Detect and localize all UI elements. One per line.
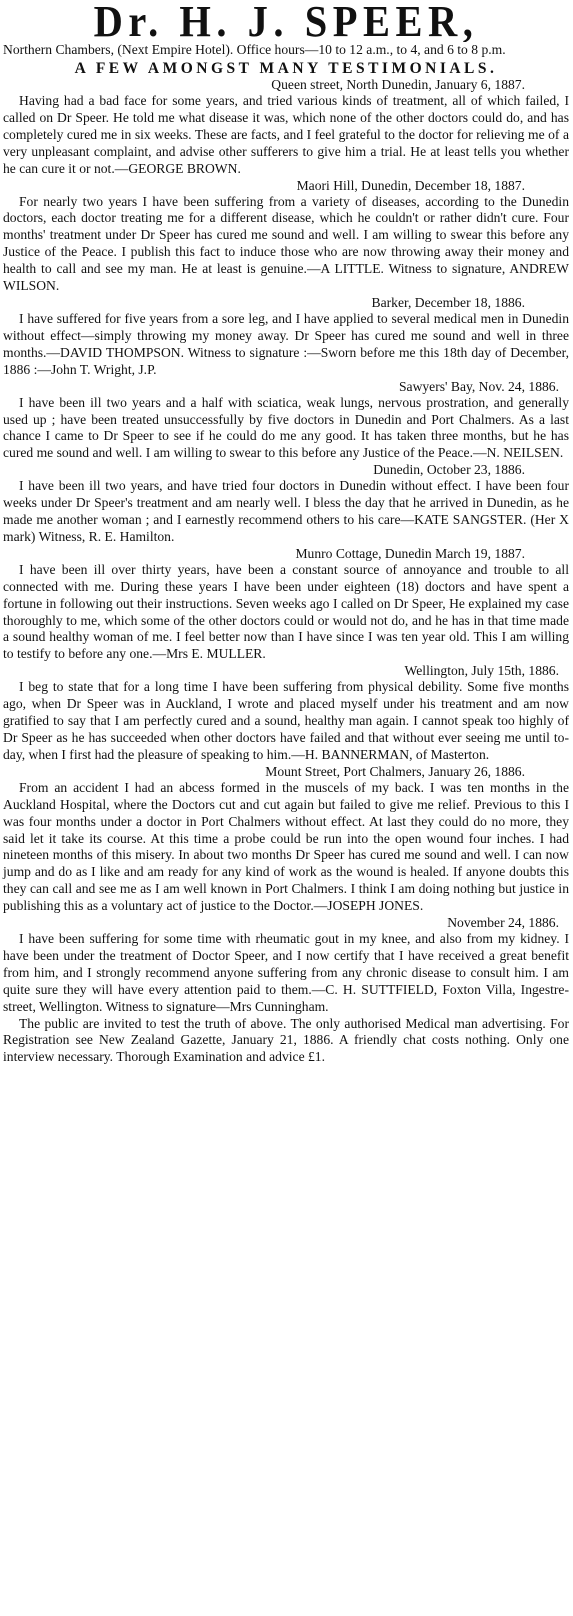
testimonial-dateline: Munro Cottage, Dunedin March 19, 1887. [295,545,525,561]
testimonial-dateline: Mount Street, Port Chalmers, January 26, 1886. [265,763,525,779]
testimonial-dateline: Barker, December 18, 1886. [371,294,525,310]
testimonial-kate-sangster [3,462,569,546]
testimonial-joseph-jones [3,764,569,915]
testimonial-c-h-suttfield [3,915,569,1016]
masthead-title: Dr. H. J. SPEER, [93,0,479,42]
testimonial-text: I beg to state that for a long time I have been suffering from physical debility. Some five months ago, when Dr Speer was in Auckland, I wrote and placed myself under his treatment and am now gratified to say that I am perfectly cured and a sound, healthy man again. I cannot speak too highly of Dr Speer as he has succeeded when other doctors have failed and that without ever seeing me until to-day, when I first had the pleasure of speaking to him.—H. BANNERMAN, of Masterton. [3,679,569,762]
office-hours-line: Northern Chambers, (Next Empire Hotel). Office hours—10 to 12 a.m., to 4, and 6 to 8 p.m. [3,42,506,57]
testimonial-dateline: Queen street, North Dunedin, January 6, 1887. [271,77,525,92]
testimonial-text: From an accident I had an abcess formed in the muscels of my back. I was ten months in the Auckland Hospital, where the Doctors cut and cut again but failed to give me relief. Previous to this I was four months under a doctor in Port Chalmers without effect. At last they could do no more, they said let it take its course. At this time a probe could be run into the open wound four inches. I had nineteen months of this misery. In about two months Dr Speer has cured me sound and well. I can now jump and do as I like and am ready for any kind of work as the wound is healed. If anyone doubts this they can call and see me as I am well known in Port Chalmers. I think I am doing nothing but justice in publishing this as a voluntary act of justice to the Doctor.—JOSEPH JONES. [3,779,569,914]
testimonial-n-neilsen [3,379,569,463]
testimonial-text: I have suffered for five years from a sore leg, and I have applied to several medical men in Dunedin without effect—simply throwing my money away. Dr Speer has cured me sound and well in three months.—DAVID THOMPSON. Witness to signature :—Sworn before me this 18th day of December, 1886 :—John T. Wright, J.P. [3,310,569,377]
testimonial-text: I have been ill two years, and have tried four doctors in Dunedin without effect. I have been four weeks under Dr Speer's treatment and am nearly well. I bless the day that he arrived in Dunedin, as he made me another woman ; and I earnestly recommend others to his care—KATE SANGSTER. (Her X mark) Witness, R. E. Hamilton. [3,478,569,544]
testimonial-dateline: November 24, 1886. [447,915,559,931]
testimonial-a-little [3,178,569,295]
testimonial-mrs-e-muller [3,546,569,663]
section-title: A FEW AMONGST MANY TESTIMONIALS. [74,60,498,77]
testimonial-text: For nearly two years I have been suffering from a variety of diseases, according to the Dunedin doctors, each doctor treating me for a different disease, which he couldn't or rather didn't cure. Four months' treatment under Dr Speer has cured me sound and well. I am willing to swear this before any Justice of the Peace. I publish this fact to induce those who are now throwing away their money and health to call and see my man. He at least is genuine.—A LITTLE. Witness to signature, ANDREW WILSON. [3,193,569,294]
testimonial-text: I have been ill two years and a half with sciatica, weak lungs, nervous prostration, and generally used up ; have been treated unsuccessfully by five doctors in Dunedin and Port Chalmers. As a last chance I came to Dr Speer to see if he could do me any good. It has taken three months, but he has cured me sound and well. I am willing to swear to this before any Justice of the Peace.—N. NEILSEN. [3,394,569,461]
testimonial-text: I have been suffering for some time with rheumatic gout in my knee, and also from my kidney. I have been under the treatment of Doctor Speer, and I now certify that I have received a great benefit from him, and I strongly recommend anyone suffering from any chronic disease to consult him. I am quite sure they will have every attention paid to them.—C. H. SUTTFIELD, Foxton Villa, Ingestre-street, Wellington. Witness to signature—Mrs Cunningham. [3,931,569,1014]
testimonial-george-brown [3,77,569,178]
closing-text: The public are invited to test the truth of above. The only authorised Medical man advertising. For Registration see New Zealand Gazette, January 21, 1886. A friendly chat costs nothing. Only one interview necessary. Thorough Examination and advice £1. [3,1015,569,1064]
testimonial-dateline: Sawyers' Bay, Nov. 24, 1886. [398,378,559,394]
testimonial-text: I have been ill over thirty years, have been a constant source of annoyance and trouble to all connected with me. During these years I have been under eighteen (18) doctors and have spent a fortune in following out their instructions. Seven weeks ago I called on Dr Speer, He explained my case thoroughly to me, which some of the other doctors could or would not do, and he has in that time made a sound healthy woman of me. I feel better now than I have since I was ten year old. This I am willing to testify to before any one.—Mrs E. MULLER. [3,561,569,662]
testimonial-text: Having had a bad face for some years, and tried various kinds of treatment, all of which failed, I called on Dr Speer. He told me what disease it was, which none of the other doctors could do, and has completely cured me in six weeks. These are facts, and I feel grateful to the doctor for relieving me of a very unpleasant complaint, and advise other sufferers to give him a trial. He at least tells you whether he can cure it or not.—GEORGE BROWN. [3,93,569,176]
closing-notice [3,1016,569,1066]
testimonial-dateline: Dunedin, October 23, 1886. [373,462,525,478]
testimonial-dateline: Wellington, July 15th, 1886. [404,663,559,679]
testimonial-david-thompson [3,295,569,379]
testimonial-h-bannerman [3,663,569,764]
testimonial-dateline: Maori Hill, Dunedin, December 18, 1887. [296,177,525,193]
